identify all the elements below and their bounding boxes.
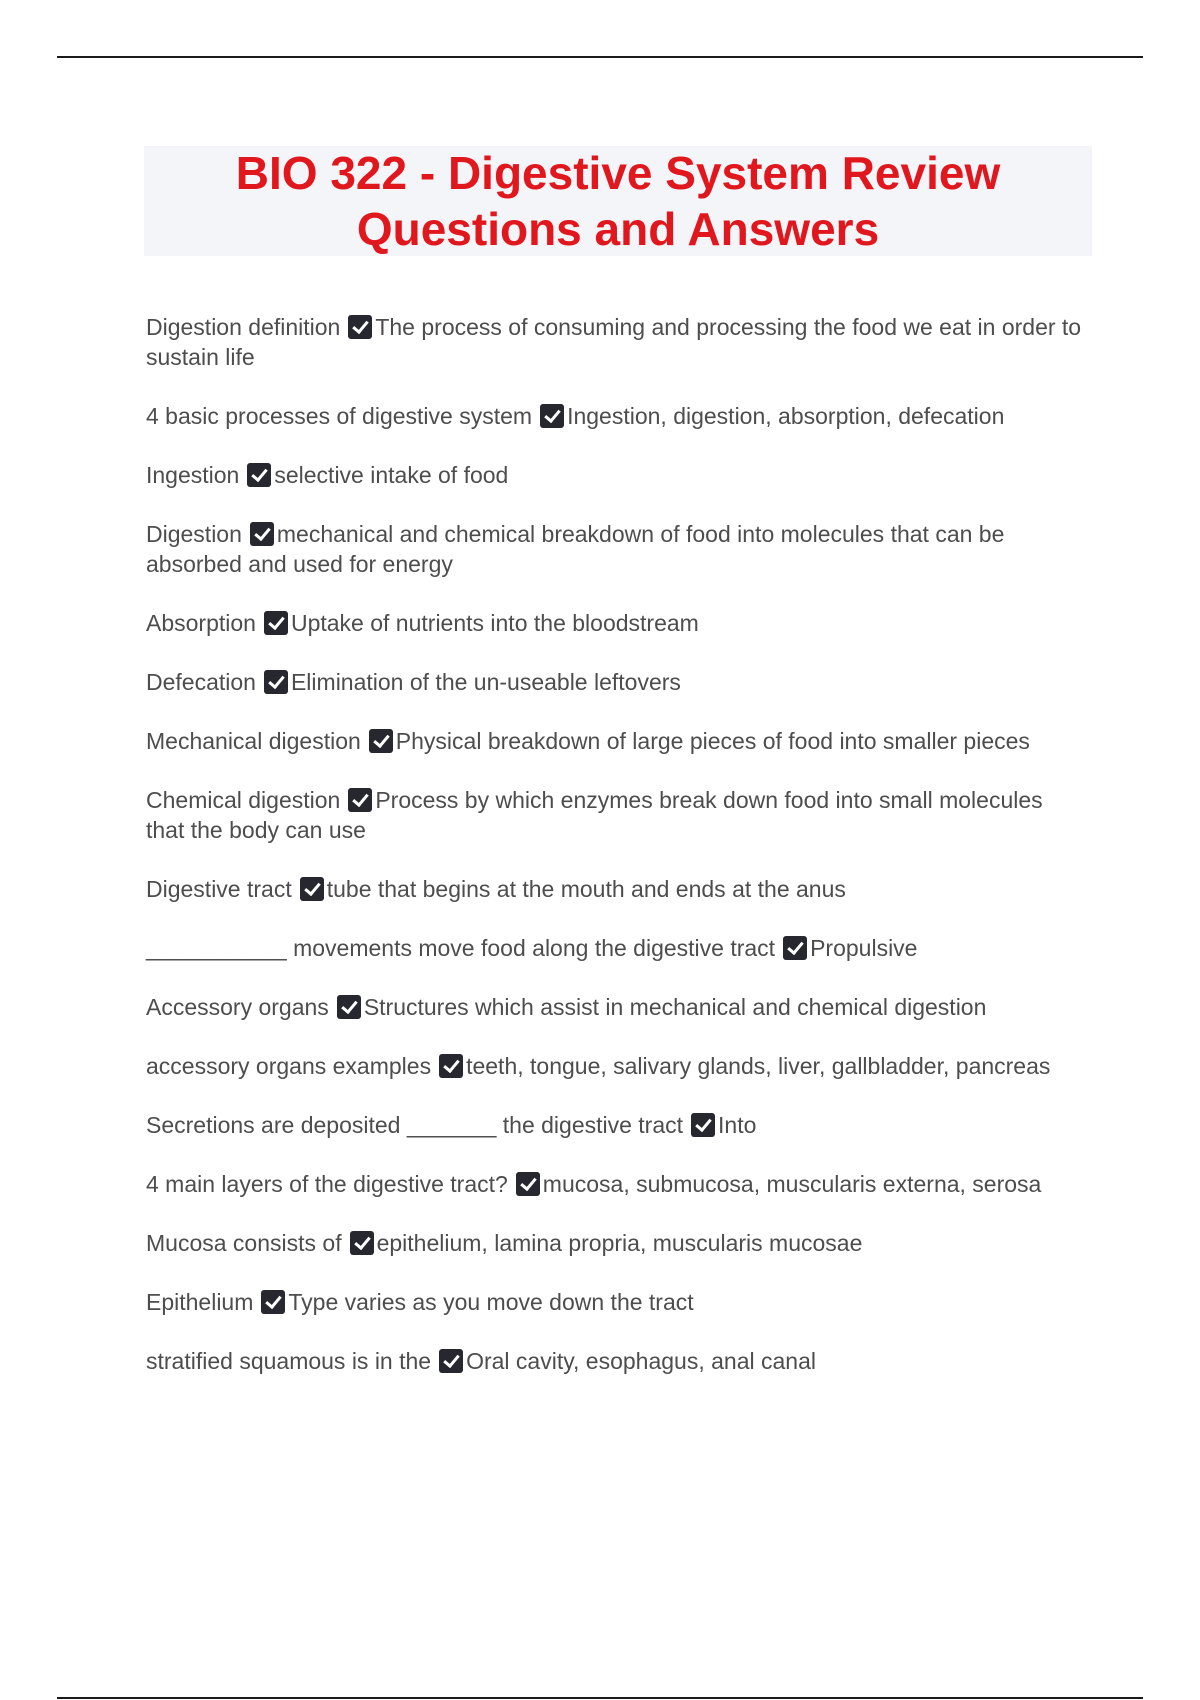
check-box-icon bbox=[350, 1231, 374, 1255]
answer: Propulsive bbox=[810, 935, 918, 961]
answer: Physical breakdown of large pieces of food into smaller pieces bbox=[395, 728, 1030, 754]
check-box-icon bbox=[348, 315, 372, 339]
qa-item bbox=[146, 460, 1086, 490]
question: Ingestion bbox=[146, 462, 240, 488]
qa-item bbox=[146, 785, 1086, 845]
qa-item bbox=[146, 1169, 1086, 1199]
title-line-2: Questions and Answers bbox=[356, 203, 880, 255]
top-rule bbox=[57, 56, 1143, 58]
qa-item bbox=[146, 401, 1086, 431]
check-box-icon bbox=[300, 877, 324, 901]
check-box-icon bbox=[247, 463, 271, 487]
check-box-icon bbox=[261, 1290, 285, 1314]
check-box-icon bbox=[516, 1172, 540, 1196]
answer: Structures which assist in mechanical and chemical digestion bbox=[363, 994, 987, 1020]
answer: selective intake of food bbox=[274, 462, 509, 488]
title-line-1: BIO 322 - Digestive System Review bbox=[235, 147, 1001, 199]
qa-item bbox=[146, 1228, 1086, 1258]
qa-item bbox=[146, 1287, 1086, 1317]
check-box-icon bbox=[369, 729, 393, 753]
check-box-icon bbox=[264, 611, 288, 635]
question: Epithelium bbox=[146, 1289, 254, 1315]
qa-item bbox=[146, 726, 1086, 756]
question: 4 main layers of the digestive tract? bbox=[146, 1171, 508, 1197]
qa-item bbox=[146, 992, 1086, 1022]
answer: epithelium, lamina propria, muscularis mucosae bbox=[376, 1230, 863, 1256]
check-box-icon bbox=[337, 995, 361, 1019]
check-box-icon bbox=[439, 1349, 463, 1373]
answer: mucosa, submucosa, muscularis externa, serosa bbox=[542, 1171, 1042, 1197]
question: Absorption bbox=[146, 610, 256, 636]
check-box-icon bbox=[348, 788, 372, 812]
question: ___________ movements move food along the digestive tract bbox=[146, 935, 776, 961]
qa-item bbox=[146, 874, 1086, 904]
check-box-icon bbox=[691, 1113, 715, 1137]
question: Mechanical digestion bbox=[146, 728, 361, 754]
qa-item bbox=[146, 667, 1086, 697]
check-box-icon bbox=[540, 404, 564, 428]
answer: Oral cavity, esophagus, anal canal bbox=[466, 1348, 816, 1374]
qa-item bbox=[146, 519, 1086, 579]
question: Digestion bbox=[146, 521, 242, 547]
question: accessory organs examples bbox=[146, 1053, 432, 1079]
qa-item bbox=[146, 1051, 1086, 1081]
answer: Uptake of nutrients into the bloodstream bbox=[290, 610, 699, 636]
answer: Into bbox=[718, 1112, 757, 1138]
question: Defecation bbox=[146, 669, 256, 695]
qa-item bbox=[146, 1346, 1086, 1376]
question: Accessory organs bbox=[146, 994, 329, 1020]
qa-list bbox=[146, 312, 1086, 1405]
bottom-rule bbox=[57, 1697, 1143, 1699]
answer: teeth, tongue, salivary glands, liver, gallbladder, pancreas bbox=[466, 1053, 1051, 1079]
qa-item bbox=[146, 1110, 1086, 1140]
question: Digestion definition bbox=[146, 314, 341, 340]
answer: Ingestion, digestion, absorption, defecation bbox=[567, 403, 1005, 429]
check-box-icon bbox=[439, 1054, 463, 1078]
title-banner bbox=[144, 146, 1092, 256]
question: Mucosa consists of bbox=[146, 1230, 342, 1256]
check-box-icon bbox=[250, 522, 274, 546]
question: Secretions are deposited _______ the digestive tract bbox=[146, 1112, 684, 1138]
question: Chemical digestion bbox=[146, 787, 341, 813]
answer: tube that begins at the mouth and ends at the anus bbox=[326, 876, 846, 902]
check-box-icon bbox=[783, 936, 807, 960]
qa-item bbox=[146, 312, 1086, 372]
answer: Type varies as you move down the tract bbox=[288, 1289, 694, 1315]
answer: mechanical and chemical breakdown of food into molecules that can be absorbed and used for energy bbox=[146, 521, 1005, 577]
answer: Process by which enzymes break down food into small molecules that the body can use bbox=[146, 787, 1043, 843]
answer: The process of consuming and processing the food we eat in order to sustain life bbox=[146, 314, 1082, 370]
qa-item bbox=[146, 608, 1086, 638]
question: 4 basic processes of digestive system bbox=[146, 403, 533, 429]
qa-item bbox=[146, 933, 1086, 963]
check-box-icon bbox=[264, 670, 288, 694]
answer: Elimination of the un-useable leftovers bbox=[290, 669, 681, 695]
question: Digestive tract bbox=[146, 876, 292, 902]
question: stratified squamous is in the bbox=[146, 1348, 432, 1374]
